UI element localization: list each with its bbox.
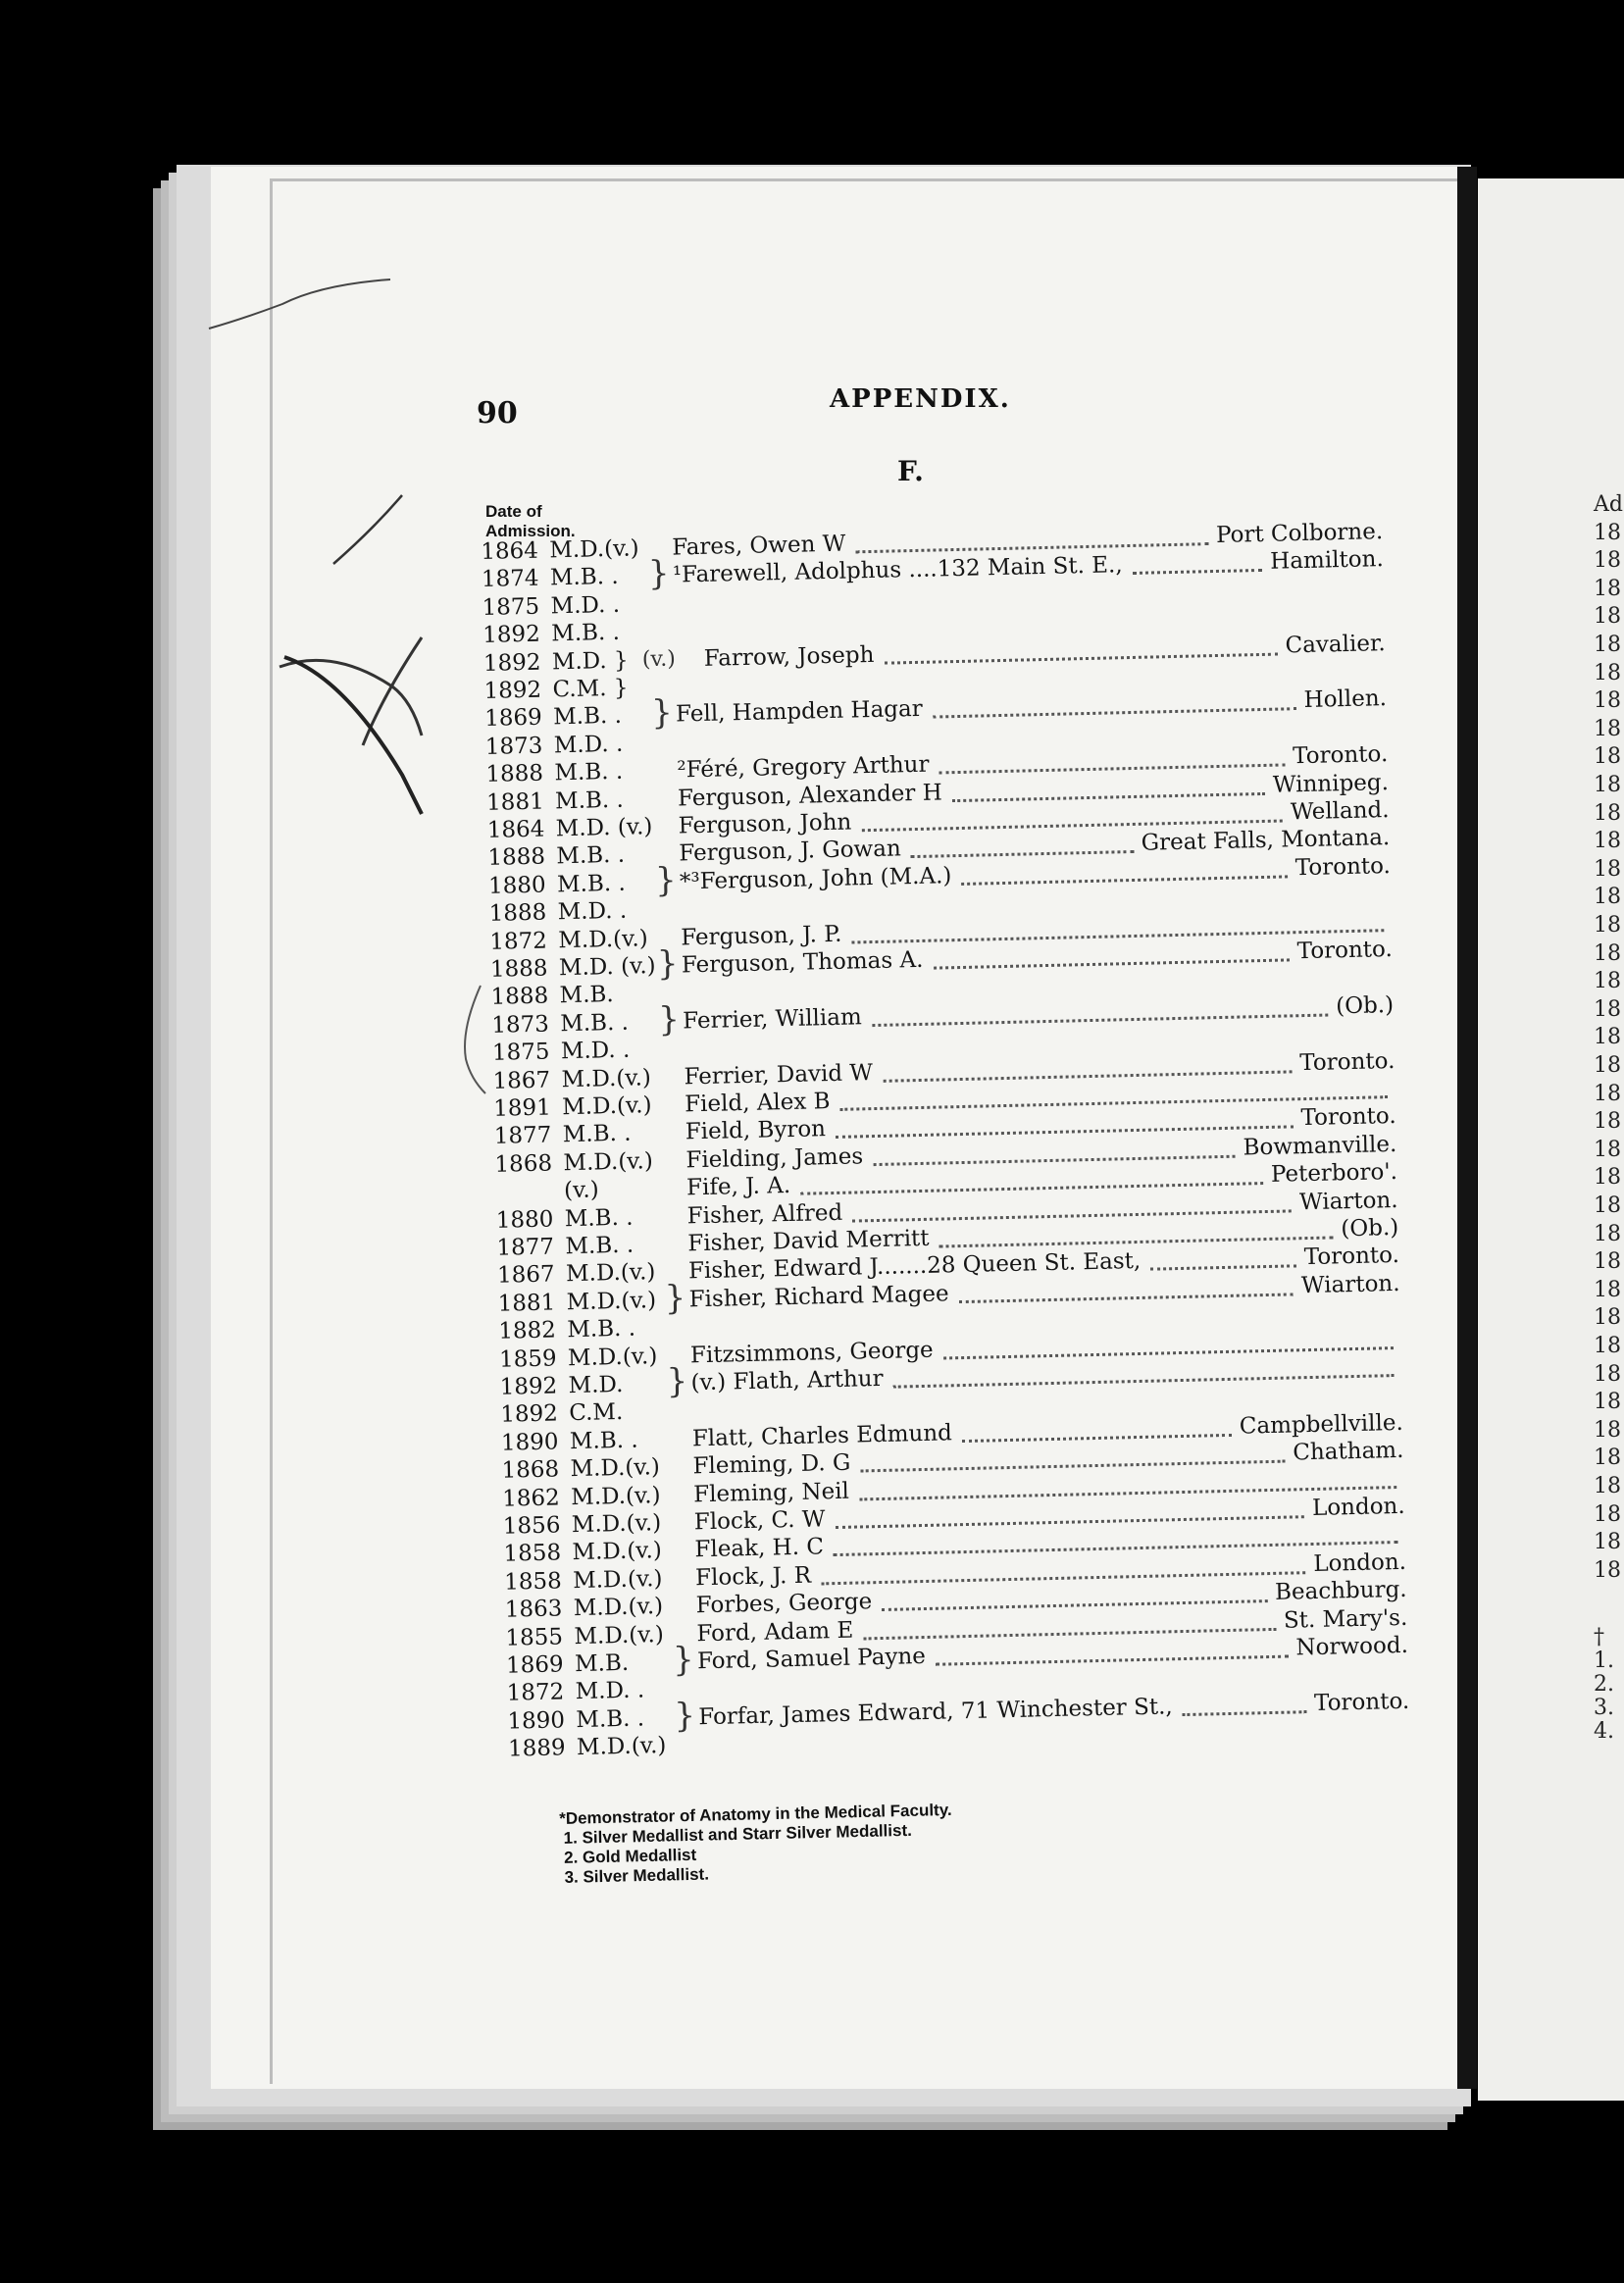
member-name: *³Ferguson, John (M.A.) — [679, 862, 952, 895]
next-page-fragment: 18 — [1594, 1530, 1621, 1555]
residence: Winnipeg. — [1272, 769, 1390, 798]
member-name: Fisher, David Merritt — [687, 1225, 930, 1257]
admission-year: 1868 — [494, 1150, 553, 1178]
admission-year: 1858 — [503, 1540, 562, 1568]
member-name: Flatt, Charles Edmund — [691, 1420, 953, 1452]
residence: London. — [1311, 1493, 1405, 1522]
book-gutter — [1457, 167, 1477, 2089]
footnote: 2. Gold Medallist — [563, 1845, 697, 1867]
admission-year: 1863 — [504, 1596, 563, 1623]
next-page-fragment: 18 — [1594, 1417, 1621, 1443]
next-page-fragment: 18 — [1594, 800, 1621, 826]
next-page-fragment: 18 — [1594, 885, 1621, 910]
member-name: Fleming, D. G — [692, 1449, 851, 1480]
next-page-fragment: 18 — [1594, 1446, 1621, 1471]
degree: M.D.(v.) — [572, 1538, 663, 1566]
residence: Hamilton. — [1269, 546, 1385, 576]
column-heading-line2: Admission. — [485, 522, 576, 540]
next-page-fragment: 18 — [1594, 913, 1621, 938]
member-name: Field, Alex B — [684, 1089, 831, 1118]
degree: M.B. . — [552, 703, 623, 731]
next-page-fragment: 18 — [1594, 520, 1621, 545]
member-name: Field, Byron — [685, 1116, 827, 1145]
next-page-fragment: 18 — [1594, 744, 1621, 770]
member-name: Fleak, H. C — [694, 1534, 825, 1563]
member-name: Fitzsimmons, George — [689, 1337, 934, 1368]
next-page-fragment: 4. — [1594, 1719, 1614, 1745]
next-page-fragment: 18 — [1594, 1557, 1621, 1583]
grouping-brace: } — [666, 1361, 688, 1401]
degree: M.B. . — [569, 1427, 638, 1454]
admission-year: 1875 — [482, 593, 540, 621]
next-page-fragment: 18 — [1594, 1081, 1621, 1106]
running-head: APPENDIX. — [830, 384, 1011, 414]
degree: M.D.(v.) — [570, 1454, 661, 1483]
admission-year: 1875 — [491, 1039, 550, 1067]
pencil-curve-mark — [204, 275, 400, 333]
admission-year: 1889 — [507, 1735, 566, 1762]
admission-year: 1890 — [507, 1707, 566, 1735]
residence: Great Falls, Montana. — [1141, 825, 1391, 857]
admission-year: 1868 — [501, 1456, 560, 1484]
member-name: Ferguson, John — [678, 809, 852, 839]
admission-year: 1859 — [498, 1345, 557, 1373]
member-name: (v.) Flath, Arthur — [690, 1365, 884, 1396]
grouping-brace: } — [657, 999, 681, 1040]
degree: M.D.(v.) — [571, 1510, 662, 1539]
dot-leaders — [1133, 568, 1262, 575]
residence: Norwood. — [1295, 1632, 1409, 1661]
admission-year: 1867 — [496, 1261, 555, 1290]
next-page-fragment: 18 — [1594, 1474, 1621, 1498]
next-page-fragment: 18 — [1594, 856, 1621, 882]
residence: Peterboro'. — [1270, 1159, 1398, 1189]
member-name: Forfar, James Edward, 71 Winchester St., — [698, 1694, 1173, 1731]
member-name: Ford, Samuel Payne — [696, 1644, 927, 1675]
admission-year: 1888 — [490, 983, 549, 1011]
pencil-stroke-mark — [324, 490, 412, 569]
degree: M.B. . — [564, 1204, 634, 1232]
grouping-brace: } — [654, 860, 678, 900]
degree: M.D.(v.) — [558, 925, 648, 953]
admission-year: 1888 — [489, 955, 548, 983]
dot-leaders — [1182, 1709, 1306, 1716]
admission-year: 1891 — [492, 1094, 552, 1122]
member-name: Ferguson, Alexander H — [677, 779, 943, 812]
page-number: 90 — [477, 396, 518, 431]
residence: Toronto. — [1300, 1103, 1396, 1132]
member-name: Fisher, Richard Magee — [688, 1281, 949, 1313]
residence: Welland. — [1290, 797, 1390, 826]
degree: M.B. . — [576, 1705, 645, 1733]
degree: M.B. . — [554, 758, 624, 786]
grouping-brace: } — [650, 693, 674, 734]
admission-year: 1864 — [486, 816, 545, 843]
degree: M.D. . — [553, 731, 624, 759]
member-name: Fares, Owen W — [671, 531, 846, 561]
admission-year: 1858 — [503, 1568, 563, 1596]
residence: Bowmanville. — [1243, 1131, 1397, 1161]
next-page-fragment: 18 — [1594, 633, 1621, 657]
residence: St. Mary's. — [1283, 1604, 1408, 1634]
right-page-fragment — [1478, 178, 1624, 2101]
member-name: Ferguson, J. Gowan — [679, 836, 902, 867]
degree: M.D.(v.) — [549, 535, 639, 564]
admission-year: 1872 — [489, 928, 548, 955]
degree: M.D. (v.) — [555, 814, 653, 842]
degree: M.B. . — [550, 619, 621, 647]
next-page-fragment: 18 — [1594, 1137, 1621, 1162]
degree: C.M. — [569, 1399, 624, 1427]
member-name: Fielding, James — [685, 1143, 864, 1174]
admission-year — [495, 1177, 558, 1178]
next-page-fragment: 18 — [1594, 688, 1621, 714]
degree: M.D. . — [560, 1037, 631, 1065]
member-name: ²Féré, Gregory Arthur — [677, 751, 930, 784]
degree: M.D. . — [550, 591, 621, 620]
grouping-brace: } — [664, 1278, 686, 1318]
grouping-brace: (v.) — [641, 646, 677, 672]
degree: M.D. . — [557, 897, 628, 926]
degree: M.D. — [568, 1371, 624, 1399]
next-page-fragment: 3. — [1594, 1696, 1614, 1721]
admission-year: 1877 — [493, 1122, 552, 1150]
admission-year: 1862 — [501, 1485, 561, 1512]
next-page-fragment: 18 — [1594, 773, 1621, 797]
degree: M.B. . — [554, 786, 625, 814]
degree: M.D.(v.) — [572, 1565, 663, 1594]
next-page-fragment: 18 — [1594, 1390, 1621, 1415]
next-page-fragment: † — [1594, 1625, 1604, 1650]
next-page-fragment: 18 — [1594, 1501, 1621, 1527]
next-page-fragment: 18 — [1594, 969, 1621, 994]
next-page-fragment: 18 — [1594, 1305, 1621, 1331]
residence: Port Colborne. — [1215, 519, 1384, 548]
member-name: Fisher, Edward J.......28 Queen St. East, — [687, 1248, 1142, 1285]
pencil-bracket-mark — [451, 981, 490, 1098]
degree: M.B. . — [559, 1009, 630, 1038]
degree: M.B. — [574, 1649, 630, 1678]
column-heading-line1: Date of — [485, 502, 542, 521]
next-page-fragment: 18 — [1594, 1277, 1621, 1302]
next-page-fragment: 18 — [1594, 1025, 1621, 1050]
member-name: Flock, C. W — [693, 1506, 826, 1536]
residence: Wiarton. — [1298, 1187, 1398, 1215]
degree: M.B. . — [565, 1232, 634, 1260]
next-page-fragment: 18 — [1594, 1053, 1621, 1078]
admission-year: 1872 — [506, 1679, 565, 1707]
admission-year: 1856 — [502, 1512, 561, 1540]
section-letter: F. — [897, 455, 924, 487]
footnote: 3. Silver Medallist. — [564, 1864, 710, 1887]
degree: M.D.(v.) — [576, 1733, 667, 1761]
degree: M.D.(v.) — [567, 1343, 658, 1371]
degree: M.D.(v.) — [566, 1287, 657, 1316]
admission-year: 1880 — [495, 1206, 554, 1234]
member-name: Farrow, Joseph — [703, 641, 875, 672]
next-page-fragment: 18 — [1594, 1109, 1621, 1135]
admission-year: 1880 — [487, 872, 546, 899]
next-page-fragment: 18 — [1594, 996, 1621, 1022]
residence: Toronto. — [1292, 741, 1389, 770]
admission-year: 1892 — [483, 677, 542, 704]
residence: (Ob.) — [1335, 991, 1395, 1020]
residence: Toronto. — [1313, 1688, 1410, 1716]
next-page-fragment: 2. — [1594, 1672, 1614, 1698]
next-page-fragment: 18 — [1594, 716, 1621, 741]
next-page-fragment: 18 — [1594, 829, 1621, 854]
member-name: Ferguson, Thomas A. — [681, 946, 924, 979]
residence: London. — [1313, 1548, 1407, 1577]
grouping-brace: } — [656, 943, 680, 985]
degree: M.D.(v.) — [561, 1064, 652, 1092]
member-name: Ferguson, J. P. — [681, 921, 842, 951]
footnote: *Demonstrator of Anatomy in the Medical Faculty. — [559, 1800, 952, 1828]
residence: (Ob.) — [1341, 1214, 1399, 1243]
degree: M.D.(v.) — [561, 1092, 652, 1121]
degree: M.B. . — [556, 870, 627, 898]
member-name: Fleming, Neil — [692, 1478, 850, 1507]
grouping-brace: } — [647, 554, 670, 594]
member-name: Fife, J. A. — [685, 1173, 791, 1201]
member-name: Fell, Hampden Hagar — [675, 696, 923, 728]
next-page-fragment: 18 — [1594, 660, 1621, 685]
admission-year: 1881 — [485, 788, 544, 816]
residence: Toronto. — [1296, 937, 1394, 965]
member-name: Forbes, George — [695, 1589, 873, 1619]
degree: M.B. . — [567, 1315, 636, 1344]
residence: Campbellville. — [1239, 1409, 1404, 1440]
next-page-fragment: 18 — [1594, 548, 1621, 574]
degree: M.D.(v.) — [570, 1482, 661, 1510]
admission-year: 1869 — [483, 705, 543, 733]
residence: Chatham. — [1293, 1438, 1404, 1466]
next-page-fragment: 18 — [1594, 1249, 1621, 1275]
admission-year: 1882 — [498, 1317, 557, 1344]
admission-year: 1888 — [488, 899, 547, 928]
degree: (v.) — [563, 1177, 599, 1204]
member-name: ¹Farewell, Adolphus ....132 Main St. E., — [672, 552, 1123, 588]
next-page-fragment: 18 — [1594, 1334, 1621, 1358]
degree: M.D.(v.) — [573, 1594, 664, 1622]
member-name: Flock, J. R — [694, 1562, 812, 1592]
pencil-x-mark — [275, 628, 431, 824]
degree: M.B. . — [562, 1121, 632, 1148]
grouping-brace: } — [672, 1640, 695, 1680]
next-page-fragment: 18 — [1594, 604, 1621, 630]
member-name: Ferrier, William — [682, 1004, 863, 1035]
residence: Wiarton. — [1300, 1270, 1400, 1299]
degree: M.D.(v.) — [565, 1259, 656, 1288]
degree: M.B. . — [549, 564, 619, 591]
residence: Beachburg. — [1274, 1577, 1407, 1606]
admission-year: 1881 — [497, 1290, 556, 1317]
admission-year: 1890 — [500, 1429, 559, 1456]
admission-year: 1892 — [500, 1400, 559, 1429]
degree: M.D.(v.) — [574, 1621, 665, 1649]
footnote: 1. Silver Medallist and Starr Silver Medallist. — [563, 1820, 913, 1848]
admission-year: 1869 — [505, 1651, 564, 1679]
admission-year: 1877 — [496, 1234, 555, 1261]
residence: Toronto. — [1299, 1047, 1396, 1076]
admission-year: 1867 — [492, 1067, 551, 1094]
degree: M.B. — [559, 982, 614, 1009]
admission-year: 1864 — [481, 537, 539, 565]
next-page-fragment: 18 — [1594, 1193, 1621, 1218]
member-name: Ferrier, David W — [684, 1059, 874, 1091]
residence: Toronto. — [1303, 1243, 1400, 1271]
admission-year: 1892 — [482, 649, 541, 677]
next-page-fragment: 18 — [1594, 576, 1621, 601]
degree: M.D. (v.) — [558, 953, 656, 982]
residence: Hollen. — [1303, 685, 1388, 714]
admission-year: 1888 — [485, 760, 544, 788]
admission-year: 1873 — [484, 733, 543, 760]
next-page-fragment: 18 — [1594, 940, 1621, 966]
member-name: Fisher, Alfred — [686, 1199, 843, 1229]
member-name: Ford, Adam E — [696, 1617, 854, 1647]
admission-year: 1874 — [481, 566, 539, 593]
admission-year: 1892 — [482, 621, 541, 649]
admission-year: 1892 — [499, 1373, 558, 1400]
degree: M.D. } — [551, 647, 629, 675]
footnotes — [559, 1797, 1110, 1888]
degree: M.D. . — [575, 1677, 645, 1705]
residence: Cavalier. — [1285, 630, 1386, 659]
dot-leaders — [1150, 1264, 1296, 1271]
residence: Toronto. — [1294, 852, 1392, 882]
next-page-fragment: 18 — [1594, 1221, 1621, 1246]
next-page-fragment: 18 — [1594, 1165, 1621, 1191]
next-page-fragment: 18 — [1594, 1361, 1621, 1387]
degree: C.M. } — [552, 675, 629, 703]
next-page-fragment: Ad — [1594, 492, 1623, 517]
admission-year: 1873 — [490, 1011, 550, 1039]
next-page-fragment: 1. — [1594, 1649, 1614, 1674]
degree: M.D.(v.) — [563, 1147, 654, 1177]
degree: M.B. . — [556, 842, 626, 870]
admission-year: 1855 — [505, 1623, 564, 1651]
admission-year: 1888 — [487, 843, 546, 872]
grouping-brace: } — [673, 1696, 696, 1736]
